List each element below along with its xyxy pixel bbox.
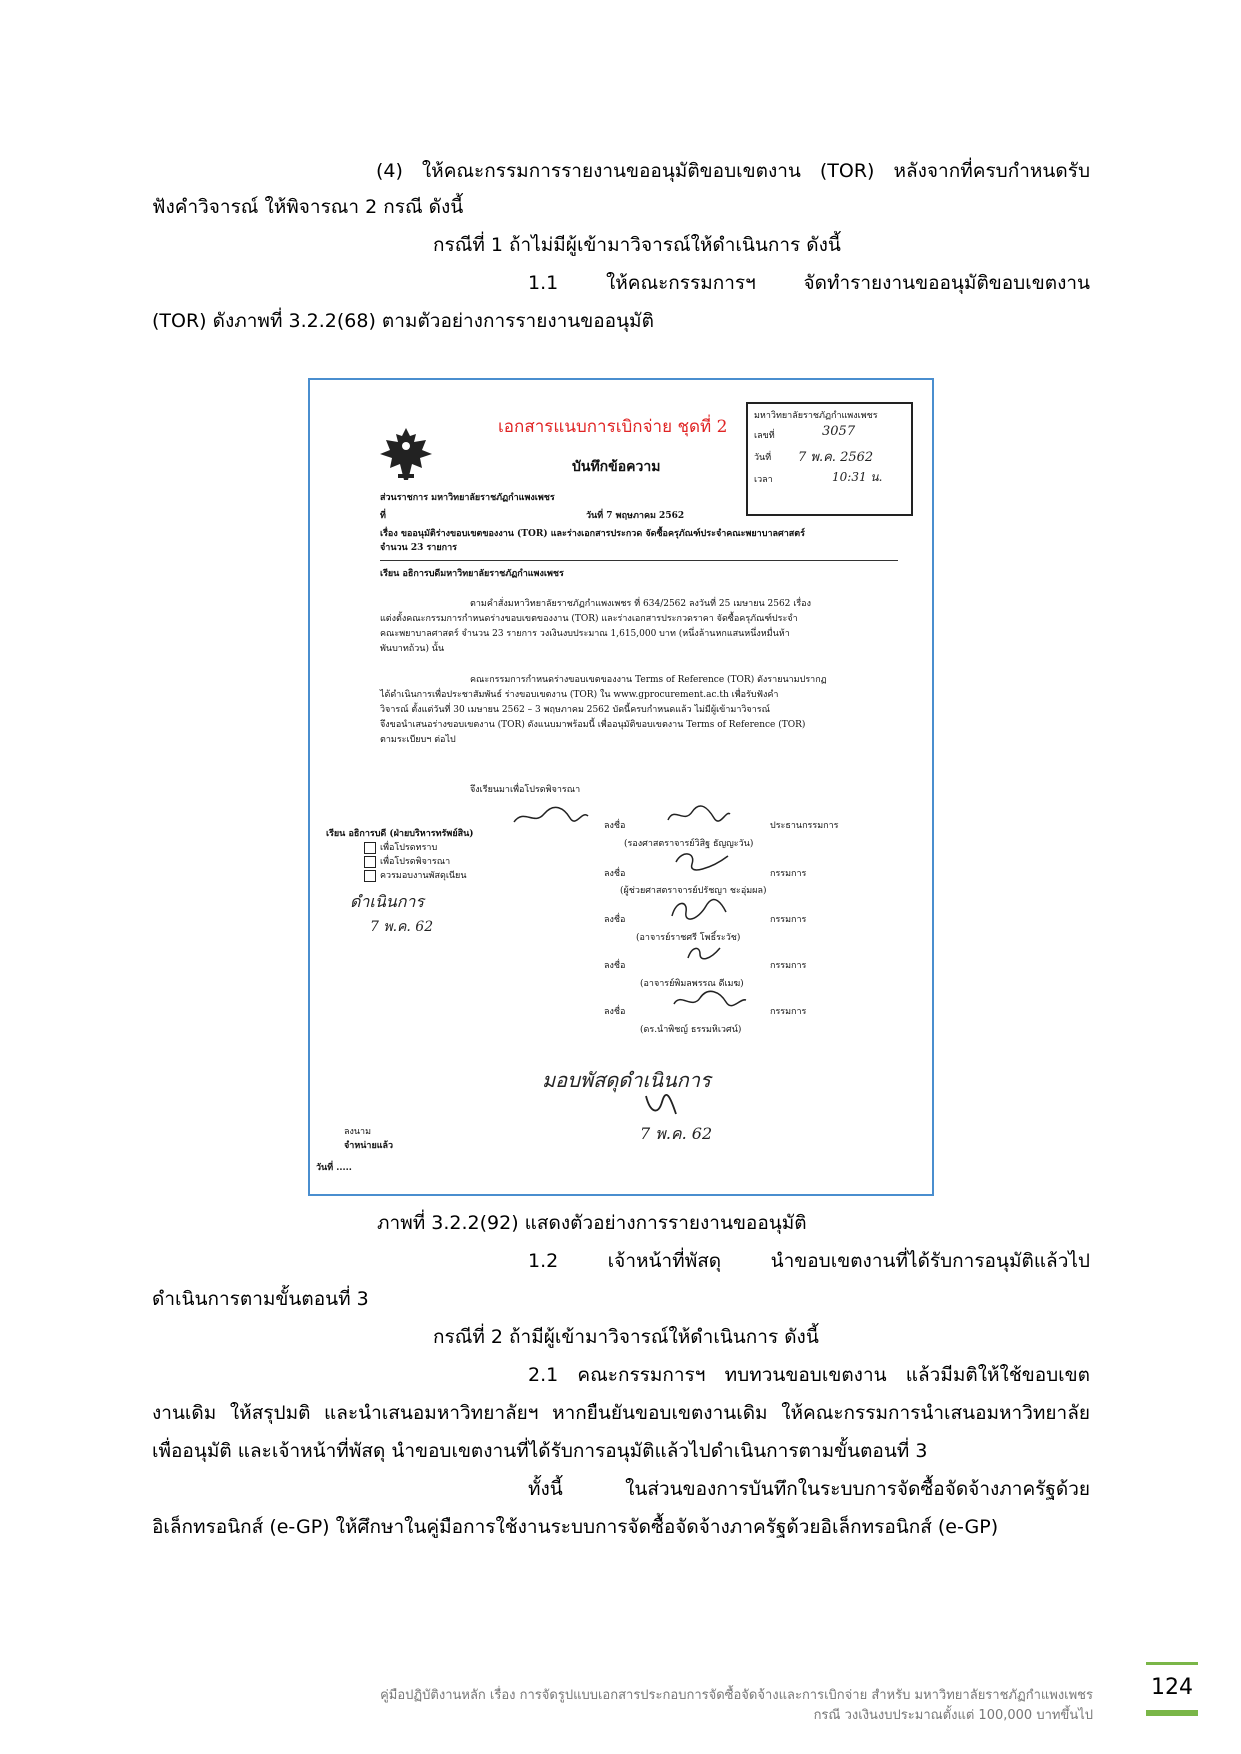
egp-line-2: อิเล็กทรอนิกส์ (e-GP) ให้ศึกษาในคู่มือการใช้งานระบบการจัดซื้อจัดจ้างภาครัฐด้วยอิเล็กทรอนิกส์ (e-GP)	[152, 1516, 999, 1538]
memo-subject-1: เรื่อง ขออนุมัติร่างขอบเขตของงาน (TOR) และร่างเอกสารประกวด จัดซื้อครุภัณฑ์ประจำคณะพยาบาลศาสตร์	[380, 529, 805, 539]
signature-scribble-icon	[666, 896, 730, 922]
garuda-emblem-icon	[378, 424, 434, 484]
memo-para2-4: จึงขอนำเสนอร่างขอบเขตงาน (TOR) ดังแนบมาพร้อมนี้ เพื่ออนุมัติขอบเขตงาน Terms of Reference (TOR)	[380, 720, 806, 730]
signature-scribble-icon	[510, 804, 590, 828]
handwritten-assignment: มอบพัสดุดำเนินการ	[542, 1068, 711, 1092]
footer-line-2: กรณี วงเงินงบประมาณตั้งแต่ 100,000 บาทขึ้นไป	[813, 1708, 1093, 1723]
case-2-heading: กรณีที่ 2 ถ้ามีผู้เข้ามาวิจารณ์ให้ดำเนินการ ดังนี้	[433, 1326, 819, 1348]
memo-para1-4: พันบาทถ้วน) นั้น	[380, 644, 445, 654]
sign-label-2: ลงชื่อ	[604, 869, 626, 879]
item-1-2-line-2: ดำเนินการตามขั้นตอนที่ 3	[152, 1288, 369, 1310]
item-2-1-line-3: เพื่ออนุมัติ และเจ้าหน้าที่พัสดุ นำขอบเขตงานที่ได้รับการอนุมัติแล้วไปดำเนินการตามขั้นตอนที่ 3	[152, 1440, 928, 1462]
item-1-2-line-1: 1.2 เจ้าหน้าที่พัสดุ นำขอบเขตงานที่ได้รับการอนุมัติแล้วไป	[528, 1250, 1090, 1272]
handwritten-left-date: 7 พ.ค. 62	[370, 919, 434, 935]
page-number-bar-top	[1146, 1662, 1198, 1665]
memo-subject-2: จำนวน 23 รายการ	[380, 543, 457, 553]
memo-date: วันที่ 7 พฤษภาคม 2562	[586, 511, 685, 521]
option-consider: เพื่อโปรดพิจารณา	[380, 857, 451, 867]
item-1-1-line-2: (TOR) ดังภาพที่ 3.2.2(68) ตามตัวอย่างการรายงานขออนุมัติ	[152, 310, 654, 332]
item-1-1-line-1: 1.1 ให้คณะกรรมการฯ จัดทำรายงานขออนุมัติขอบเขตงาน	[528, 272, 1090, 294]
memo-para1-3: คณะพยาบาลศาสตร์ จำนวน 23 รายการ วงเงินงบประมาณ 1,615,000 บาท (หนึ่งล้านหกแสนหนึ่งหมื่นห้า	[380, 629, 790, 639]
egp-line-1: ทั้งนี้ ในส่วนของการบันทึกในระบบการจัดซื้อจัดจ้างภาครัฐด้วย	[528, 1478, 1090, 1500]
item-2-1-line-1: 2.1 คณะกรรมการฯ ทบทวนขอบเขตงาน แล้วมีมติให้ใช้ขอบเขต	[528, 1364, 1090, 1386]
memo-closing: จึงเรียนมาเพื่อโปรดพิจารณา	[470, 785, 581, 795]
sign-label-3: ลงชื่อ	[604, 915, 626, 925]
role-member-2: กรรมการ	[770, 869, 807, 879]
memo-title: บันทึกข้อความ	[572, 459, 661, 475]
memo-para2-1: คณะกรรมการกำหนดร่างขอบเขตของงาน Terms of Reference (TOR) ดังรายนามปรากฏ	[470, 675, 827, 685]
stamp-time-label: เวลา	[754, 475, 773, 485]
memo-red-header: เอกสารแนบการเบิกจ่าย ชุดที่ 2	[498, 417, 728, 437]
memo-para1-1: ตามคำสั่งมหาวิทยาลัยราชภัฏกำแพงเพชร ที่ 634/2562 ลงวันที่ 25 เมษายน 2562 เรื่อง	[470, 599, 811, 609]
signature-scribble-icon	[672, 848, 732, 872]
option-assign: ควรมอบงานพัสดุเนียน	[380, 871, 467, 881]
checkbox-consider	[364, 856, 376, 868]
memo-figure	[308, 378, 934, 1196]
figure-caption: ภาพที่ 3.2.2(92) แสดงตัวอย่างการรายงานขออนุมัติ	[377, 1212, 807, 1234]
memo-para2-5: ตามระเบียบฯ ต่อไป	[380, 735, 456, 745]
receipt-stamp	[746, 402, 913, 516]
page-number: 124	[1151, 1675, 1193, 1700]
handwritten-left-note: ดำเนินการ	[350, 892, 424, 911]
memo-para2-3: วิจารณ์ ตั้งแต่วันที่ 30 เมษายน 2562 – 3 พฤษภาคม 2562 บัดนี้ครบกำหนดแล้ว ไม่มีผู้เข้ามาวิจารณ์	[380, 705, 770, 715]
item-2-1-line-2: งานเดิม ให้สรุปมติ และนำเสนอมหาวิทยาลัยฯ หากยืนยันขอบเขตงานเดิม ให้คณะกรรมการนำเสนอมหาวิทยาลัย	[152, 1402, 1090, 1424]
case-1-heading: กรณีที่ 1 ถ้าไม่มีผู้เข้ามาวิจารณ์ให้ดำเนินการ ดังนี้	[433, 234, 841, 256]
memo-divider	[380, 560, 898, 561]
received-date: วันที่ .....	[316, 1163, 352, 1173]
signer-name-2: (ผู้ช่วยศาสตราจารย์ปรัชญา ชะอุ่มผล)	[620, 886, 767, 896]
stamp-org: มหาวิทยาลัยราชภัฏกำแพงเพชร	[754, 411, 878, 421]
sign-label-4: ลงชื่อ	[604, 961, 626, 971]
memo-para1-2: แต่งตั้งคณะกรรมการกำหนดร่างขอบเขตของงาน (TOR) และร่างเอกสารประกวดราคา จัดซื้อครุภัณฑ์ประจำ	[380, 614, 798, 624]
signer-name-1: (รองศาสตราจารย์วิสิฐ ธัญญะวัน)	[624, 839, 754, 849]
signature-scribble-icon	[670, 990, 750, 1012]
memo-para2-2: ได้ดำเนินการเพื่อประชาสัมพันธ์ ร่างขอบเขตงาน (TOR) ใน www.gprocurement.ac.th เพื่อรับฟังคำ	[380, 690, 779, 700]
paragraph-4-line-1: (4) ให้คณะกรรมการรายงานขออนุมัติขอบเขตงาน (TOR) หลังจากที่ครบกำหนดรับ	[376, 160, 1090, 182]
signature-scribble-icon	[640, 1092, 680, 1122]
left-to: เรียน อธิการบดี (ฝ่ายบริหารทรัพย์สิน)	[326, 829, 474, 839]
memo-dept: ส่วนราชการ มหาวิทยาลัยราชภัฏกำแพงเพชร	[380, 493, 555, 503]
stamp-time: 10:31 น.	[832, 470, 883, 484]
memo-ref: ที่	[380, 511, 386, 521]
stamp-date: 7 พ.ค. 2562	[798, 450, 874, 465]
stamp-no-label: เลขที่	[754, 431, 775, 441]
sign-label-5: ลงชื่อ	[604, 1007, 626, 1017]
signer-name-4: (อาจารย์พิมลพรรณ ดีเมฆ)	[640, 979, 744, 989]
received-sign: ลงนาม	[344, 1127, 372, 1137]
option-acknowledge: เพื่อโปรดทราบ	[380, 843, 438, 853]
memo-to: เรียน อธิการบดีมหาวิทยาลัยราชภัฏกำแพงเพชร	[380, 569, 564, 579]
stamp-date-label: วันที่	[754, 453, 772, 463]
signature-scribble-icon	[684, 942, 724, 962]
checkbox-acknowledge	[364, 842, 376, 854]
received-status: จำหน่ายแล้ว	[344, 1141, 394, 1151]
role-member-3: กรรมการ	[770, 915, 807, 925]
stamp-no: 3057	[822, 424, 856, 439]
handwritten-date: 7 พ.ค. 62	[640, 1124, 713, 1143]
role-member-5: กรรมการ	[770, 1007, 807, 1017]
paragraph-4-line-2: ฟังคำวิจารณ์ ให้พิจารณา 2 กรณี ดังนี้	[152, 196, 464, 218]
footer-line-1: คู่มือปฏิบัติงานหลัก เรื่อง การจัดรูปแบบเอกสารประกอบการจัดซื้อจัดจ้างและการเบิกจ่าย สำหรับ มหาวิทยาลัยราชภัฏกำแพงเพชร	[380, 1688, 1093, 1703]
signer-name-3: (อาจารย์ราชศรี โพธิ์ระวัช)	[636, 933, 741, 943]
role-chair: ประธานกรรมการ	[770, 821, 839, 831]
page-number-bar-bottom	[1146, 1710, 1198, 1716]
role-member-4: กรรมการ	[770, 961, 807, 971]
checkbox-assign	[364, 870, 376, 882]
signer-name-5: (ดร.นำพิชญ์ ธรรมหิเวศน์)	[640, 1025, 742, 1035]
sign-label-1: ลงชื่อ	[604, 821, 626, 831]
signature-scribble-icon	[664, 804, 734, 826]
